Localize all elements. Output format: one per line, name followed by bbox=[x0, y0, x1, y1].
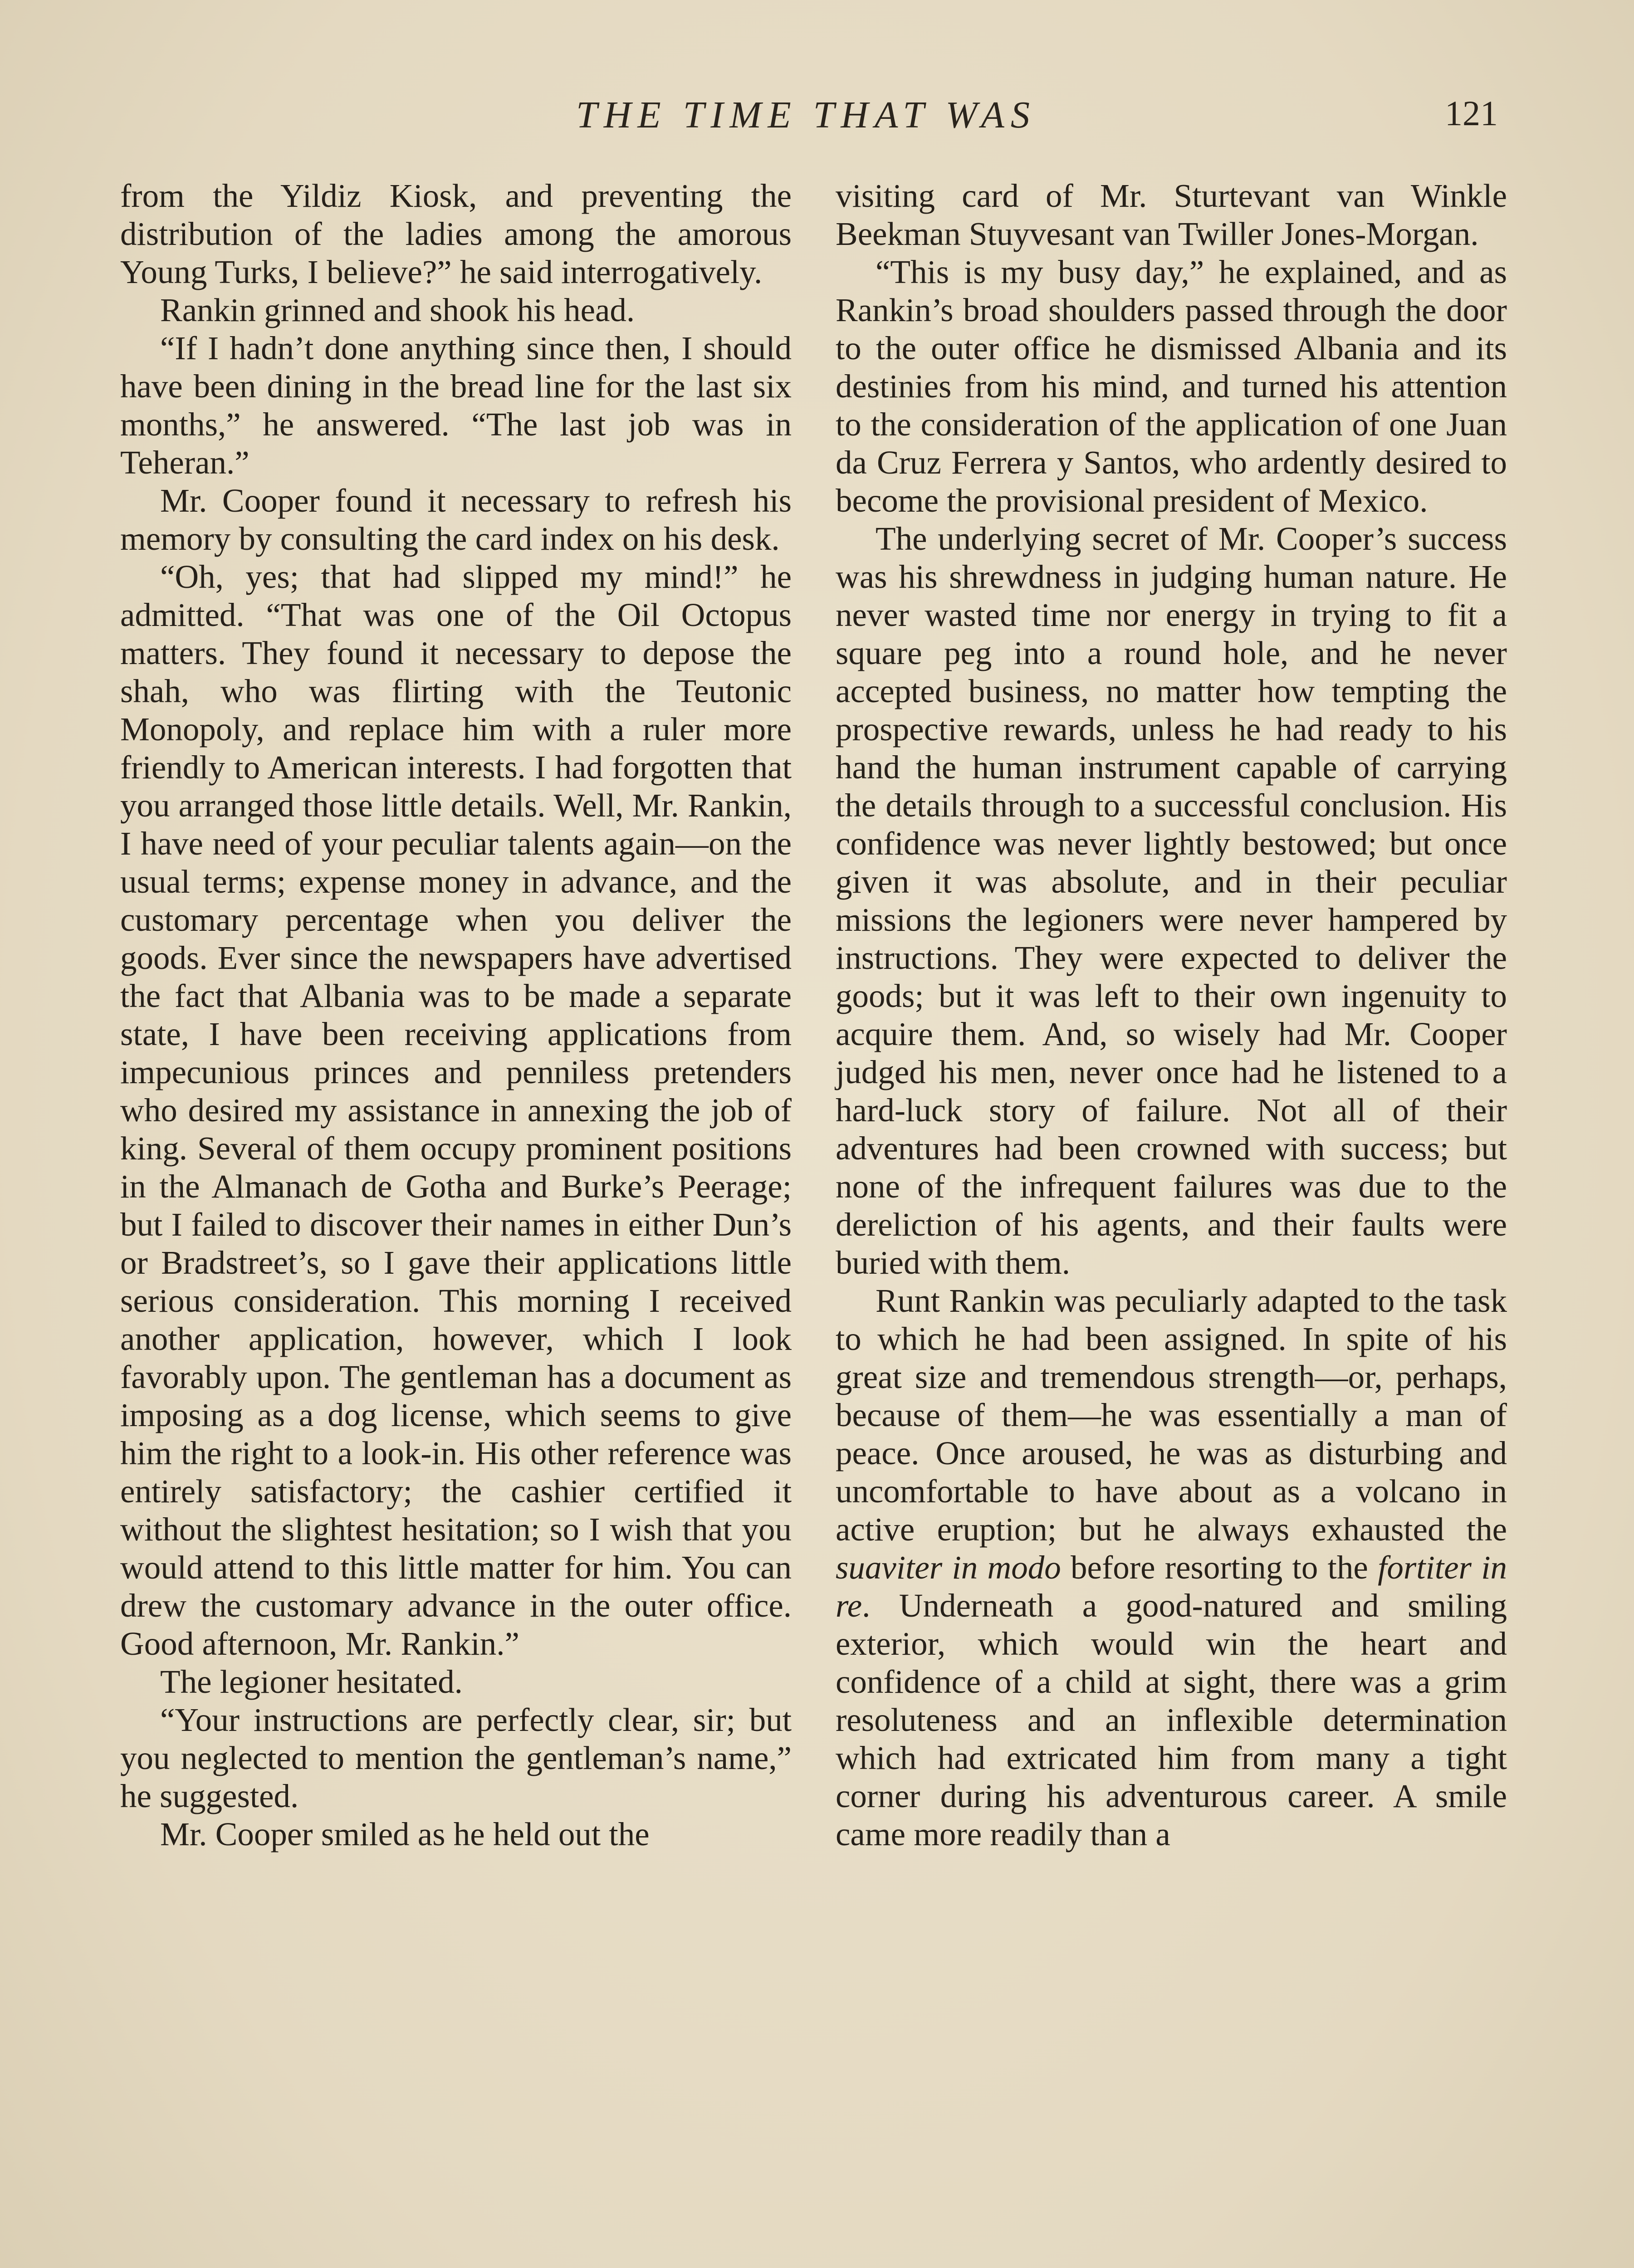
paragraph: “Your instructions are perfectly clear, sir; but you neglected to mention the gentleman’s name,” he suggested. bbox=[120, 1701, 792, 1814]
paragraph: “This is my busy day,” he explained, and as Rankin’s broad shoulders passed through the door to the outer office he dismissed Albania and its destinies from his mind, and turned his attention to the consideration of the application of one Juan da Cruz Ferrera y Santos, who ardently desired to become the provisional president of Mexico. bbox=[836, 254, 1507, 519]
paragraph bbox=[836, 1282, 1507, 1853]
left-column bbox=[120, 177, 792, 1853]
italic-phrase: suaviter in modo bbox=[836, 1549, 1061, 1586]
paragraph: “If I hadn’t done anything since then, I should have been dining in the bread line for the last six months,” he answered. “The last job was in Teheran.” bbox=[120, 330, 792, 481]
running-header bbox=[0, 93, 1634, 143]
text-run: Runt Rankin was peculiarly adapted to the task to which he had been assigned. In spite of his great size and tremendous strength—or, perhaps, because of them—he was essentially a man of peace. Once aroused, he was as disturbing and uncomfortable to have about as a volcano in active eruption; but he always exhausted the bbox=[836, 1282, 1507, 1548]
paragraph: Mr. Cooper found it necessary to refresh his memory by consulting the card index on his desk. bbox=[120, 482, 792, 557]
right-column bbox=[836, 177, 1507, 1853]
paragraph: Mr. Cooper smiled as he held out the bbox=[160, 1816, 650, 1853]
paragraph: The underlying secret of Mr. Cooper’s success was his shrewdness in judging human nature. He never wasted time nor energy in trying to fit a square peg into a round hole, and he never accepted business, no matter how tempting the prospective rewards, unless he had ready to his hand the human instrument capable of carrying the details through to a successful conclusion. His confidence was never lightly bestowed; but once given it was absolute, and in their peculiar missions the legioners were never hampered by instructions. They were expected to deliver the goods; but it was left to their own ingenuity to acquire them. And, so wisely had Mr. Cooper judged his men, never once had he listened to a hard-luck story of failure. Not all of their adventures had been crowned with success; but none of the infrequent failures was due to the dereliction of his agents, and their faults were buried with them. bbox=[836, 520, 1507, 1281]
paragraph: Rankin grinned and shook his head. bbox=[160, 292, 635, 328]
page-number: 121 bbox=[1445, 93, 1498, 133]
paragraph: from the Yildiz Kiosk, and preventing the distribution of the ladies among the amorous Young Turks, I believe?” he said interrogatively. bbox=[120, 177, 792, 290]
running-title: THE TIME THAT WAS bbox=[576, 94, 1036, 136]
text-run: . Underneath a good-natured and smiling exterior, which would win the heart and confidence of a child at sight, there was a grim resoluteness and an inflexible determination which had extricated him from many a tight corner during his adventurous career. A smile came more readily than a bbox=[836, 1587, 1507, 1853]
paragraph: “Oh, yes; that had slipped my mind!” he admitted. “That was one of the Oil Octopus matters. They found it necessary to depose the shah, who was flirting with the Teutonic Monopoly, and replace him with a ruler more friendly to American interests. I had forgotten that you arranged those little details. Well, Mr. Rankin, I have need of your peculiar talents again—on the usual terms; expense money in advance, and the customary percentage when you deliver the goods. Ever since the newspapers have advertised the fact that Albania was to be made a separate state, I have been receiving applications from impecunious princes and penniless pretenders who desired my assistance in annexing the job of king. Several of them occupy prominent positions in the Almanach de Gotha and Burke’s Peerage; but I failed to discover their names in either Dun’s or Bradstreet’s, so I gave their applications little serious consideration. This morning I received another application, however, which I look favorably upon. The gentleman has a document as imposing as a dog license, which seems to give him the right to a look-in. His other reference was entirely satisfactory; the cashier certified it without the slightest hesitation; so I wish that you would attend to this little matter for him. You can drew the customary advance in the outer office. Good afternoon, Mr. Rankin.” bbox=[120, 558, 792, 1662]
paragraph: visiting card of Mr. Sturtevant van Winkle Beekman Stuyvesant van Twiller Jones-Morgan. bbox=[836, 177, 1507, 252]
text-run: before resorting to the bbox=[1061, 1549, 1378, 1586]
paragraph: The legioner hesitated. bbox=[160, 1663, 463, 1700]
italic-phrase: fortiter in re bbox=[836, 1549, 1507, 1624]
